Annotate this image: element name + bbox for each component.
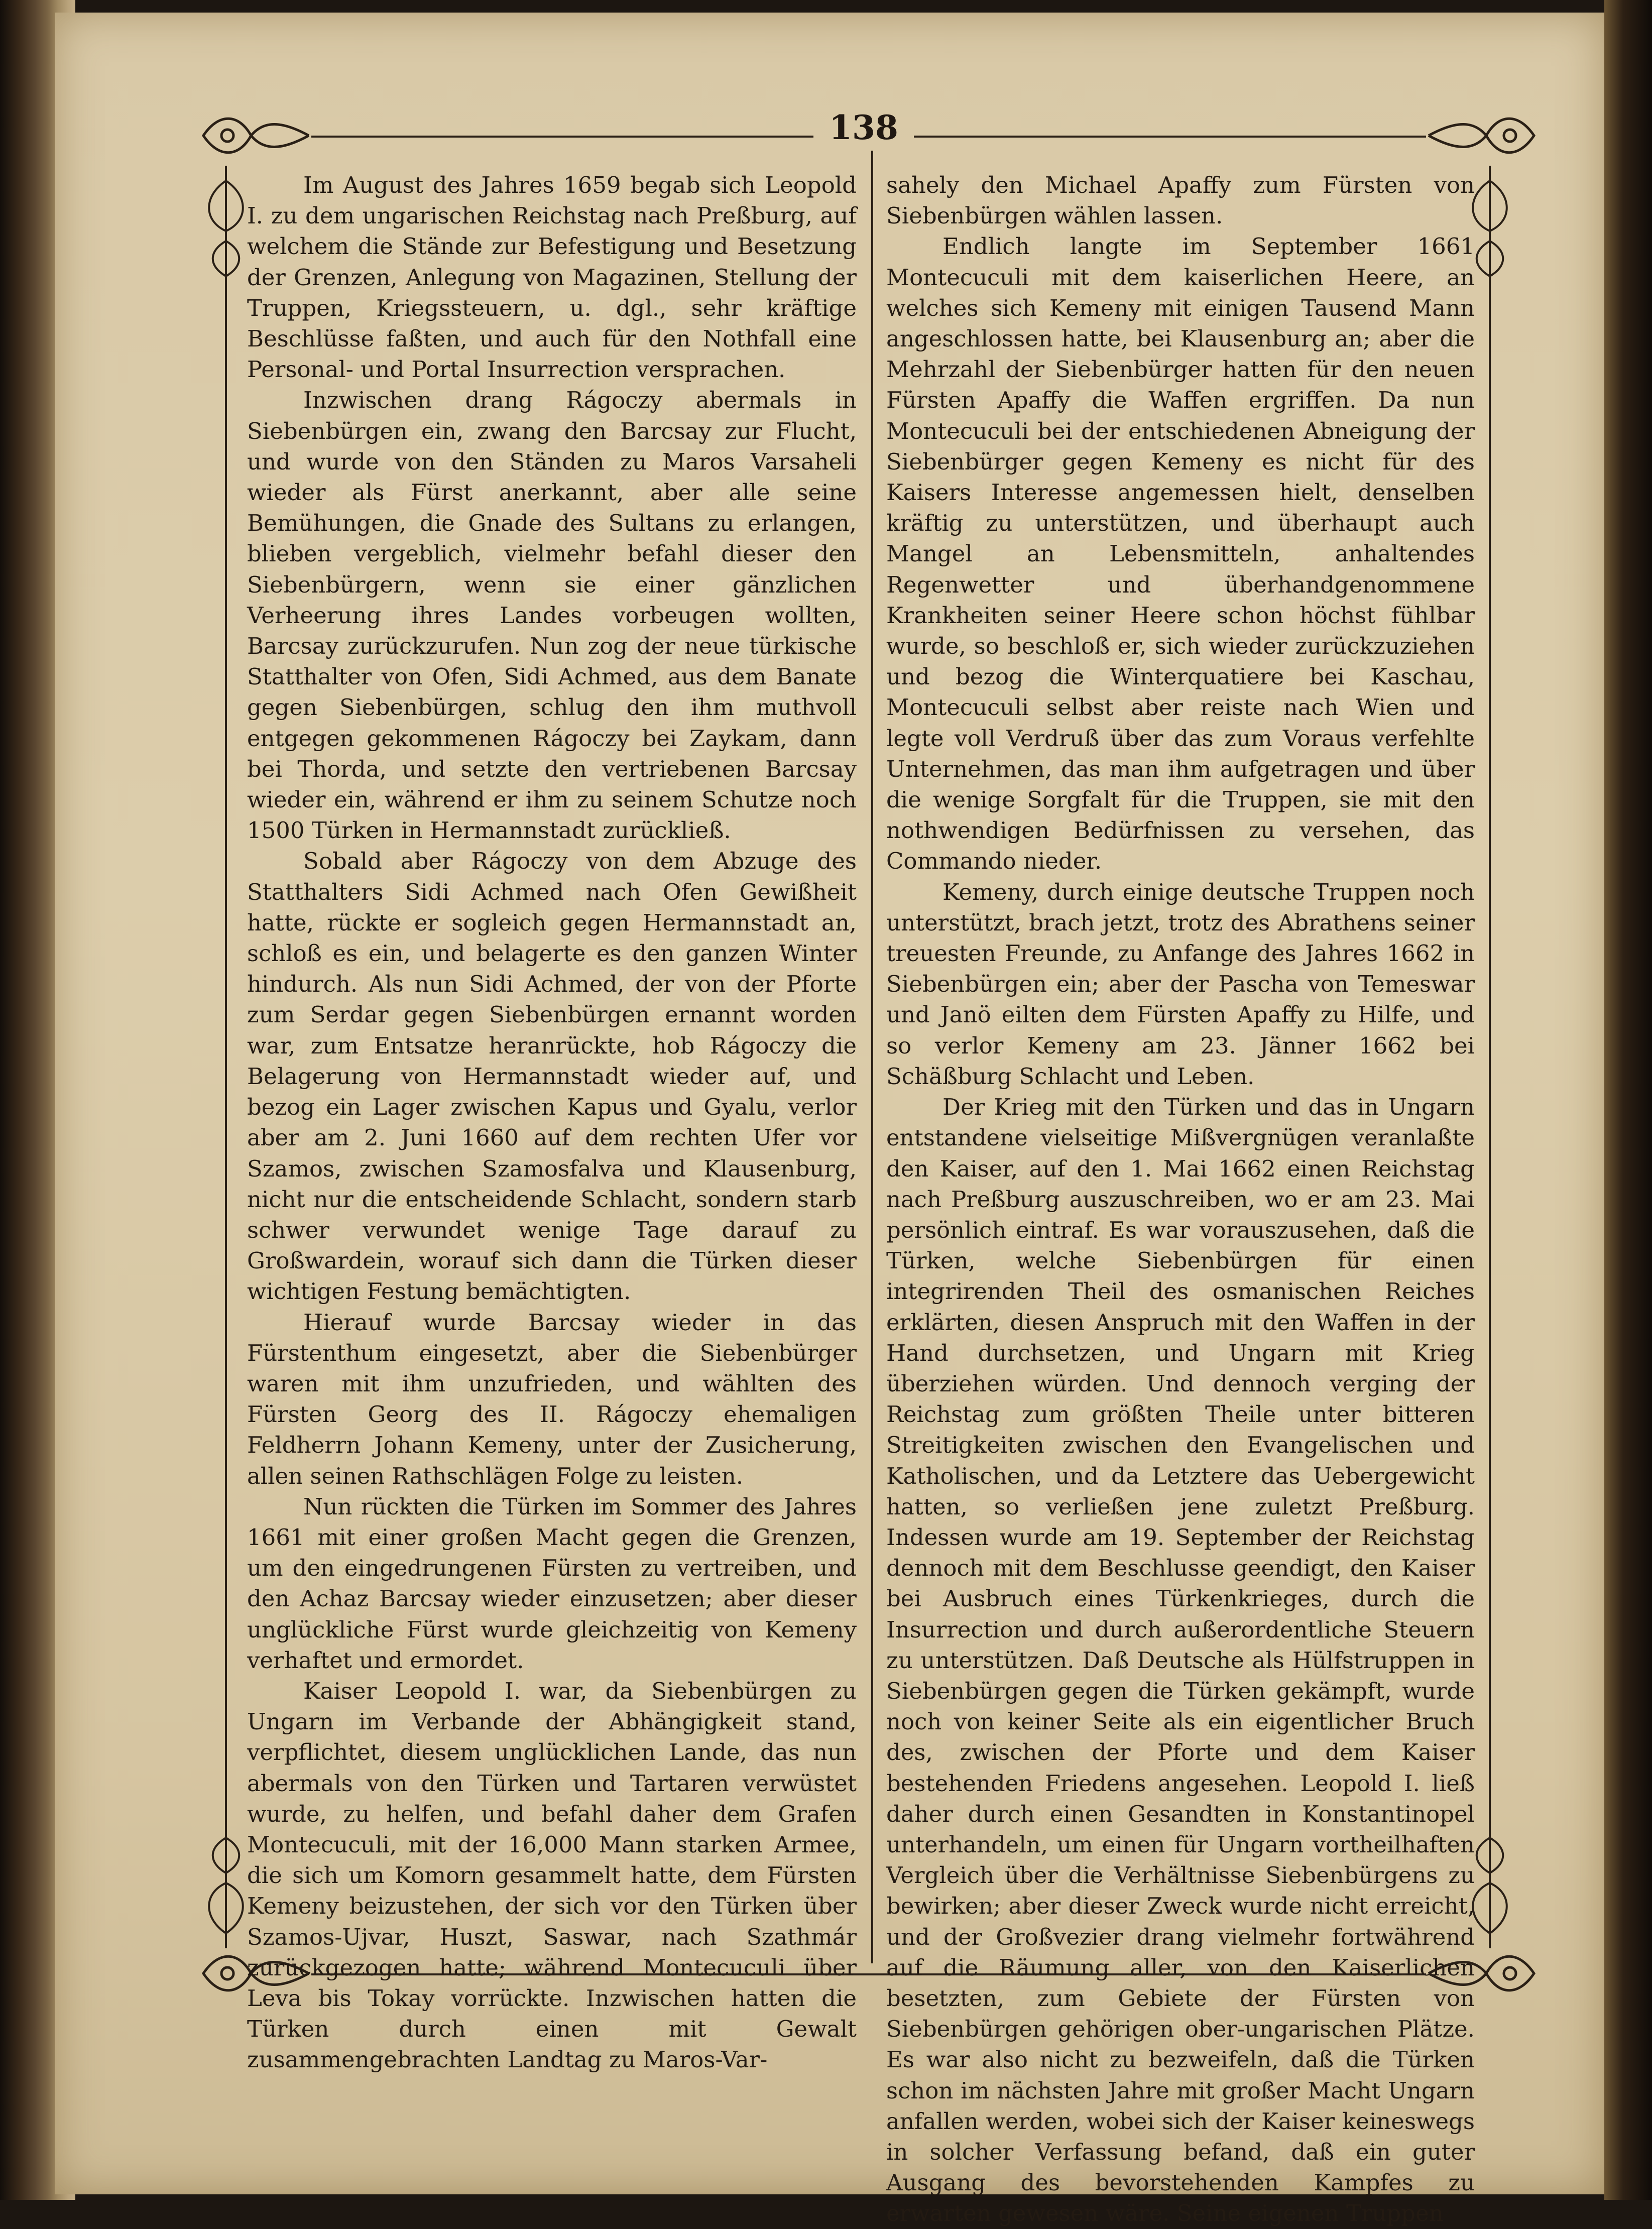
paragraph-continued: sahely den Michael Apaffy zum Fürsten von Siebenbürgen wählen lassen. xyxy=(886,172,1475,229)
left-border-rule xyxy=(225,281,227,1848)
right-border-rule xyxy=(1489,281,1491,1848)
page-fold-shadow xyxy=(1604,0,1652,2200)
paragraph: Kemeny, durch einige deutsche Truppen noch unterstützt, brach jetzt, trotz des Abrathens seiner treuesten Freunde, zu Anfange des Jahres 1662 in Siebenbürgen ein; aber der Pascha von Temeswar und Janö eilten dem Fürsten Apaffy zu Hilfe, und so verlor Kemeny am 23. Jänner 1662 bei Schäßburg Schlacht und Leben. xyxy=(886,878,1475,1090)
left-text-column xyxy=(247,170,857,2073)
header-rule-left xyxy=(311,136,813,138)
header-rule-right xyxy=(914,136,1426,138)
paragraph: Der Krieg mit den Türken und das in Ungarn entstandene vielseitige Mißvergnügen veranlaßte den Kaiser, auf den 1. Mai 1662 einen Reichstag nach Preßburg auszuschreiben, wo er am 23. Mai persönlich eintraf. Es war vorauszusehen, daß die Türken, welche Siebenbürgen für einen integrirenden Theil des osmanischen Reiches erklärten, diesen Anspruch mit den Waffen in der Hand durchsetzen, und Ungarn mit Krieg überziehen würden. Und dennoch verging der Reichstag zum größten Theile unter bitteren Streitigkeiten zwischen den Evangelischen und Katholischen, und da Letztere das Uebergewicht hatten, so verließen jene zuletzt Preßburg. Indessen wurde am 19. September der Reichstag dennoch mit dem Beschlusse geendigt, den Kaiser bei Ausbruch eines Türkenkrieges, durch die Insurrection und durch außerordentliche Steuern zu unterstützen. Daß Deutsche als Hülfstruppen in Siebenbürgen gegen die Türken gekämpft, wurde noch von keiner Seite als ein eigentlicher Bruch des, zwischen der Pforte und dem Kaiser bestehenden Friedens angesehen. Leopold I. ließ daher durch einen Gesandten in Konstantinopel unterhandeln, um einen für Ungarn vortheilhaften Vergleich über die Verhältnisse Siebenbürgens zu bewirken; aber dieser Zweck wurde nicht erreicht, und der Großvezier drang vielmehr fortwährend auf die Räumung aller, von den Kaiserlichen besetzten, zum Gebiete der Fürsten von Siebenbürgen gehörigen ober-ungarischen Plätze. Es war also nicht zu bezweifeln, daß die Türken schon im nächsten Jahre mit großer Macht Ungarn anfallen werden, wobei sich der Kaiser keineswegs in solcher Verfassung befand, daß ein guter Ausgang des bevorstehenden Kampfes zu erwarten gewesen wäre. Seine eigenen Truppen xyxy=(886,1094,1475,2227)
paragraph: Hierauf wurde Barcsay wieder in das Fürstenthum eingesetzt, aber die Siebenbürger waren mit ihm unzufrieden, und wählten des Fürsten Georg des II. Rágoczy ehemaligen Feldherrn Johann Kemeny, unter der Zusicherung, allen seinen Rathschlägen Folge zu leisten. xyxy=(247,1309,857,1489)
paragraph: Sobald aber Rágoczy von dem Abzuge des Statthalters Sidi Achmed nach Ofen Gewißheit hatte, rückte er sogleich gegen Hermannstadt an, schloß es ein, und belagerte es den ganzen Winter hindurch. Als nun Sidi Achmed, der von der Pforte zum Serdar gegen Siebenbürgen ernannt worden war, zum Entsatze heranrückte, hob Rágoczy die Belagerung von Hermannstadt wieder auf, und bezog ein Lager zwischen Kapus und Gyalu, verlor aber am 2. Juni 1660 auf dem rechten Ufer vor Szamos, zwischen Szamosfalva und Klausenburg, nicht nur die entscheidende Schlacht, sondern starb schwer verwundet wenige Tage darauf zu Großwardein, worauf sich dann die Türken dieser wichtigen Festung bemächtigten. xyxy=(247,848,857,1305)
flourish-left-top xyxy=(198,166,254,281)
ornament-top-left xyxy=(198,108,311,163)
paragraph: Inzwischen drang Rágoczy abermals in Siebenbürgen ein, zwang den Barcsay zur Flucht, und wurde von den Ständen zu Maros Varsaheli wieder als Fürst anerkannt, aber alle seine Bemühungen, die Gnade des Sultans zu erlangen, blieben vergeblich, vielmehr befahl dieser den Siebenbürgern, wenn sie einer gänzlichen Verheerung ihres Landes vorbeugen wollten, Barcsay zurückzurufen. Nun zog der neue türkische Statthalter von Ofen, Sidi Achmed, aus dem Banate gegen Siebenbürgen, schlug den ihm muthvoll entgegen gekommenen Rágoczy bei Zaykam, dann bei Thorda, und setzte den vertriebenen Barcsay wieder ein, während er ihm zu seinem Schutze noch 1500 Türken in Hermannstadt zurückließ. xyxy=(247,387,857,844)
ornament-top-right xyxy=(1426,108,1539,163)
page-number: 138 xyxy=(829,108,898,147)
flourish-left-bottom xyxy=(198,1833,254,1948)
paragraph: Im August des Jahres 1659 begab sich Leopold I. zu dem ungarischen Reichstag nach Preßburg, auf welchem die Stände zur Befestigung und Besetzung der Grenzen, Anlegung von Magazinen, Stellung der Truppen, Kriegssteuern, u. dgl., sehr kräftige Beschlüsse faßten, und auch für den Nothfall eine Personal- und Portal Insurrection versprachen. xyxy=(247,172,857,383)
column-divider-rule xyxy=(871,151,873,1963)
paragraph: Kaiser Leopold I. war, da Siebenbürgen zu Ungarn im Verbande der Abhängigkeit stand, verpflichtet, diesem unglücklichen Lande, das nun abermals von den Türken und Tartaren verwüstet wurde, zu helfen, und befahl daher dem Grafen Montecuculi, mit der 16,000 Mann starken Armee, die sich um Komorn gesammelt hatte, dem Fürsten Kemeny beizustehen, der sich vor den Türken über Szamos-Ujvar, Huszt, Saswar, nach Szathmár zurückgezogen hatte; während Montecuculi über Leva bis Tokay vorrückte. Inzwischen hatten die Türken durch einen mit Gewalt zusammengebrachten Landtag zu Maros-Var- xyxy=(247,1677,857,2073)
right-text-column xyxy=(886,170,1475,2227)
paragraph: Nun rückten die Türken im Sommer des Jahres 1661 mit einer großen Macht gegen die Grenzen, um den eingedrungenen Fürsten zu vertreiben, und den Achaz Barcsay wieder einzusetzen; aber dieser unglückliche Fürst wurde gleichzeitig von Kemeny verhaftet und ermordet. xyxy=(247,1493,857,1674)
paragraph: Endlich langte im September 1661 Montecuculi mit dem kaiserlichen Heere, an welches sich Kemeny mit einigen Tausend Mann angeschlossen hatte, bei Klausenburg an; aber die Mehrzahl der Siebenbürger hatten für den neuen Fürsten Apaffy die Waffen ergriffen. Da nun Montecuculi bei der entschiedenen Abneigung der Siebenbürger gegen Kemeny es nicht für des Kaisers Interesse angemessen hielt, denselben kräftig zu unterstützen, und überhaupt auch Mangel an Lebensmitteln, anhaltendes Regenwetter und überhandgenommene Krankheiten seiner Heere schon höchst fühlbar wurde, so beschloß er, sich wieder zurückzuziehen und bezog die Winterquatiere bei Kaschau, Montecuculi selbst aber reiste nach Wien und legte voll Verdruß über das zum Voraus verfehlte Unternehmen, das man ihm aufgetragen und über die wenige Sorgfalt für die Truppen, sie mit den nothwendigen Bedürfnissen zu versehen, das Commando nieder. xyxy=(886,233,1475,875)
